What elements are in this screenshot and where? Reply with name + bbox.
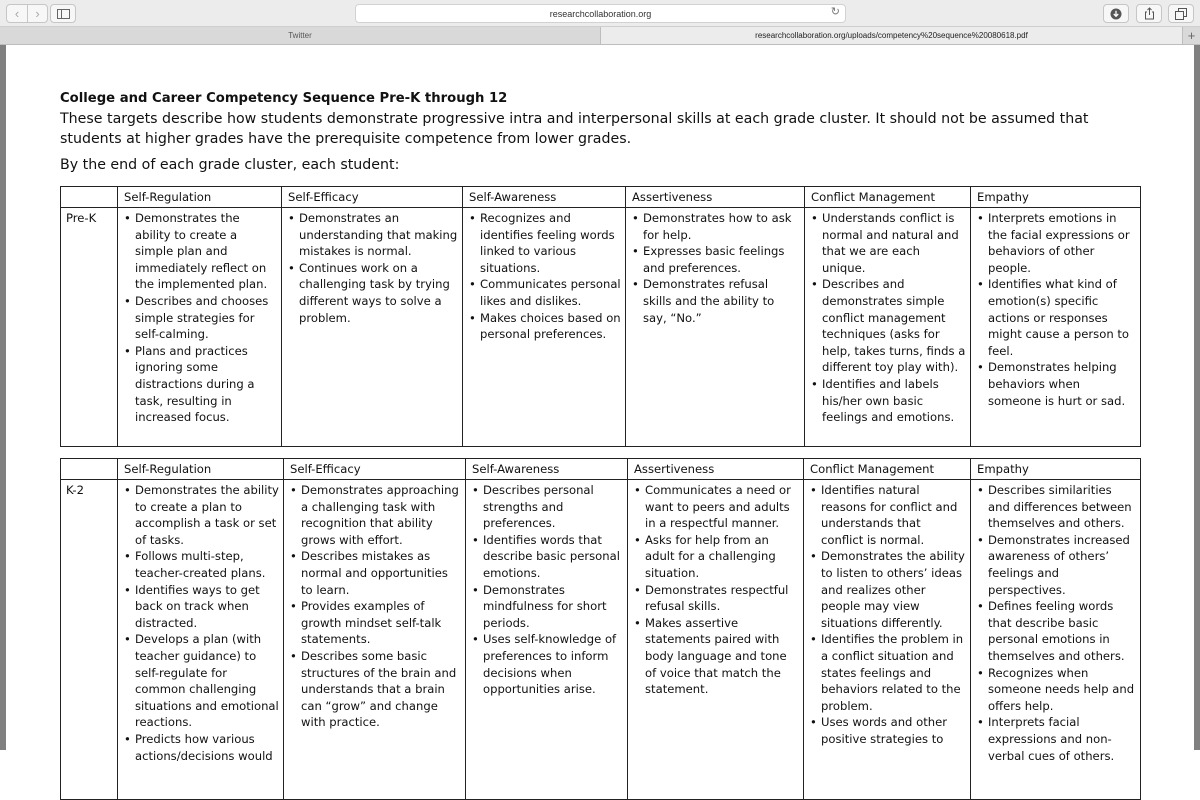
download-icon — [1110, 8, 1122, 20]
downloads-button[interactable] — [1103, 4, 1129, 23]
list-item: • Communicates a need or want to peers and adults in a respectful manner. — [633, 482, 799, 532]
address-bar[interactable] — [355, 4, 846, 23]
list-item: • Describes and chooses simple strategies for self-calming. — [123, 293, 277, 343]
header-self-efficacy: Self-Efficacy — [284, 459, 466, 480]
cell-self-awareness — [463, 208, 626, 447]
cell-conflict-management — [804, 480, 971, 800]
share-icon — [1144, 7, 1155, 20]
cell-self-efficacy — [284, 480, 466, 800]
show-all-tabs-button[interactable] — [1168, 4, 1194, 23]
list-item: • Identifies words that describe basic personal emotions. — [471, 532, 623, 582]
list-item: • Makes assertive statements paired with body language and tone of voice that match the statement. — [633, 615, 799, 698]
list-item: • Follows multi-step, teacher-created plans. — [123, 548, 279, 581]
grade-label: Pre-K — [61, 208, 118, 447]
list-item: • Identifies what kind of emotion(s) specific actions or responses might cause a person to feel. — [976, 276, 1136, 359]
list-item: • Demonstrates approaching a challenging task with recognition that ability grows with effort. — [289, 482, 461, 548]
list-item: • Identifies natural reasons for conflict and understands that conflict is normal. — [809, 482, 966, 548]
header-assertiveness: Assertiveness — [628, 459, 804, 480]
bullet-list — [468, 210, 621, 343]
cell-self-efficacy — [282, 208, 463, 447]
bullet-list — [123, 210, 277, 426]
list-item: • Demonstrates mindfulness for short periods. — [471, 582, 623, 632]
list-item: • Demonstrates the ability to create a simple plan and immediately reflect on the implemented plan. — [123, 210, 277, 293]
header-self-regulation: Self-Regulation — [118, 459, 284, 480]
document-intro: These targets describe how students demonstrate progressive intra and interpersonal skills at each grade cluster. It should not be assumed that students at higher grades have the prerequisite competence from lower grades. — [60, 111, 1089, 147]
grade-label: K-2 — [61, 480, 118, 800]
list-item: • Provides examples of growth mindset self-talk statements. — [289, 598, 461, 648]
list-item: • Recognizes when someone needs help and offers help. — [976, 665, 1136, 715]
table-row — [61, 208, 1141, 447]
sidebar-icon — [57, 9, 70, 19]
header-empathy: Empathy — [971, 187, 1141, 208]
cell-empathy — [971, 208, 1141, 447]
list-item: • Demonstrates the ability to listen to others’ ideas and realizes other people may view situations differently. — [809, 548, 966, 631]
header-self-regulation: Self-Regulation — [118, 187, 282, 208]
cell-self-regulation — [118, 480, 284, 800]
list-item: • Demonstrates increased awareness of others’ feelings and perspectives. — [976, 532, 1136, 598]
document-header — [60, 89, 1140, 175]
table-header-row — [61, 187, 1141, 208]
list-item: • Demonstrates refusal skills and the ability to say, “No.” — [631, 276, 800, 326]
tab-pdf[interactable]: researchcollaboration.org/uploads/competency%20sequence%20080618.pdf — [600, 27, 1182, 44]
cell-empathy — [971, 480, 1141, 800]
table-row — [61, 480, 1141, 800]
share-button[interactable] — [1136, 4, 1162, 23]
bullet-list — [809, 482, 966, 748]
list-item: • Demonstrates respectful refusal skills. — [633, 582, 799, 615]
bullet-list — [287, 210, 458, 326]
header-self-efficacy: Self-Efficacy — [282, 187, 463, 208]
list-item: • Demonstrates an understanding that making mistakes is normal. — [287, 210, 458, 260]
list-item: • Describes similarities and differences between themselves and others. — [976, 482, 1136, 532]
bullet-list — [810, 210, 966, 426]
list-item: • Demonstrates how to ask for help. — [631, 210, 800, 243]
bullet-list — [976, 210, 1136, 409]
header-self-awareness: Self-Awareness — [466, 459, 628, 480]
bullet-list — [631, 210, 800, 326]
list-item: • Demonstrates the ability to create a plan to accomplish a task or set of tasks. — [123, 482, 279, 548]
list-item: • Identifies the problem in a conflict situation and states feelings and behaviors related to the problem. — [809, 631, 966, 714]
header-conflict-management: Conflict Management — [805, 187, 971, 208]
list-item: • Expresses basic feelings and preferences. — [631, 243, 800, 276]
list-item: • Communicates personal likes and dislikes. — [468, 276, 621, 309]
chevron-left-icon: ‹ — [14, 6, 20, 21]
header-cell-grade — [61, 187, 118, 208]
list-item: • Recognizes and identifies feeling words linked to various situations. — [468, 210, 621, 276]
list-item: • Identifies and labels his/her own basic feelings and emotions. — [810, 376, 966, 426]
browser-toolbar — [0, 0, 1200, 27]
cell-assertiveness — [628, 480, 804, 800]
list-item: • Identifies ways to get back on track when distracted. — [123, 582, 279, 632]
list-item: • Predicts how various actions/decisions would — [123, 731, 279, 764]
chevron-right-icon: › — [35, 6, 40, 21]
table-header-row — [61, 459, 1141, 480]
address-text: researchcollaboration.org — [549, 8, 652, 19]
sidebar-toggle-button[interactable] — [50, 4, 76, 23]
list-item: • Describes some basic structures of the brain and understands that a brain can “grow” and change with practice. — [289, 648, 461, 731]
header-self-awareness: Self-Awareness — [463, 187, 626, 208]
list-item: • Uses self-knowledge of preferences to inform decisions when opportunities arise. — [471, 631, 623, 697]
list-item: • Uses words and other positive strategies to — [809, 714, 966, 747]
list-item: • Defines feeling words that describe basic personal emotions in themselves and others. — [976, 598, 1136, 664]
list-item: • Makes choices based on personal preferences. — [468, 310, 621, 343]
list-item: • Demonstrates helping behaviors when someone is hurt or sad. — [976, 359, 1136, 409]
bullet-list — [123, 482, 279, 764]
bullet-list — [471, 482, 623, 698]
bullet-list — [633, 482, 799, 698]
list-item: • Describes mistakes as normal and opportunities to learn. — [289, 548, 461, 598]
competency-table-k2 — [60, 458, 1141, 800]
tabs-overview-icon — [1175, 8, 1187, 20]
pdf-viewport[interactable] — [0, 45, 1200, 763]
tab-twitter[interactable]: Twitter — [288, 31, 312, 40]
bullet-list — [289, 482, 461, 731]
new-tab-button[interactable]: + — [1182, 27, 1200, 44]
cell-self-awareness — [466, 480, 628, 800]
list-item: • Develops a plan (with teacher guidance) to self-regulate for common challenging situations and emotional reactions. — [123, 631, 279, 731]
cell-assertiveness — [626, 208, 805, 447]
list-item: • Plans and practices ignoring some distractions during a task, resulting in increased focus. — [123, 343, 277, 426]
list-item: • Describes and demonstrates simple conflict management techniques (asks for help, takes turns, finds a different toy play with). — [810, 276, 966, 376]
list-item: • Asks for help from an adult for a challenging situation. — [633, 532, 799, 582]
tab-bar — [0, 27, 1200, 45]
header-cell-grade — [61, 459, 118, 480]
reload-icon[interactable]: ↻ — [830, 6, 840, 18]
list-item: • Interprets facial expressions and non-verbal cues of others. — [976, 714, 1136, 764]
header-conflict-management: Conflict Management — [804, 459, 971, 480]
back-button[interactable] — [7, 5, 27, 22]
cell-self-regulation — [118, 208, 282, 447]
header-assertiveness: Assertiveness — [626, 187, 805, 208]
document-title: College and Career Competency Sequence Pre-K through 12 — [60, 91, 508, 106]
forward-button[interactable] — [27, 5, 47, 22]
nav-buttons — [6, 4, 48, 23]
list-item: • Understands conflict is normal and natural and that we are each unique. — [810, 210, 966, 276]
bullet-list — [976, 482, 1136, 764]
document-lead: By the end of each grade cluster, each student: — [60, 157, 400, 173]
list-item: • Describes personal strengths and preferences. — [471, 482, 623, 532]
list-item: • Continues work on a challenging task by trying different ways to solve a problem. — [287, 260, 458, 326]
competency-table-prek — [60, 186, 1141, 447]
header-empathy: Empathy — [971, 459, 1141, 480]
list-item: • Interprets emotions in the facial expressions or behaviors of other people. — [976, 210, 1136, 276]
pdf-page — [6, 45, 1194, 765]
cell-conflict-management — [805, 208, 971, 447]
